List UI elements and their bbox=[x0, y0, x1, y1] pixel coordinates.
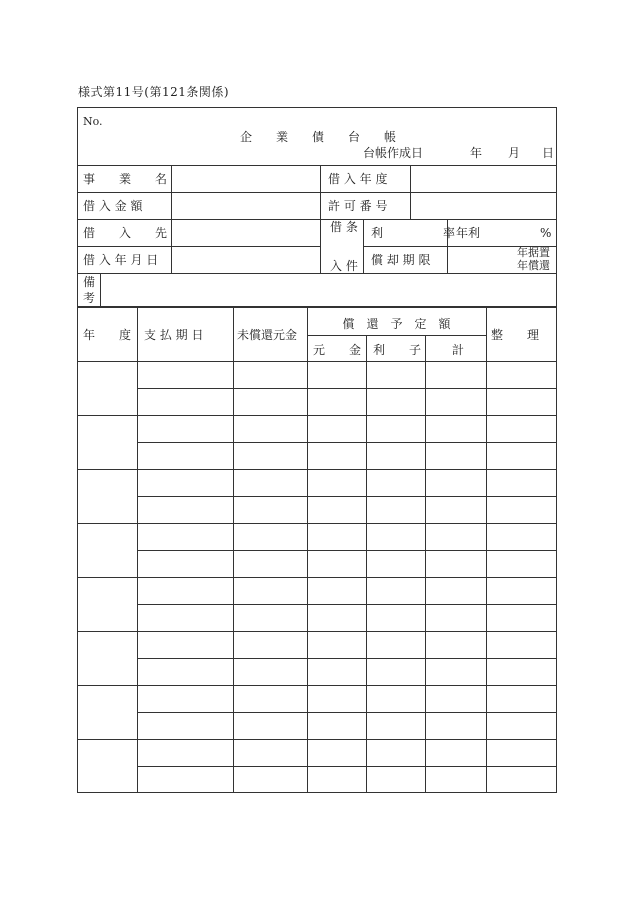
interest-column-header: 利 子 bbox=[373, 343, 422, 357]
created-day-label: 日 bbox=[542, 146, 555, 160]
remarks-label-2: 考 bbox=[83, 291, 96, 305]
unpaid-principal-column-header: 未償還元金 bbox=[237, 328, 298, 342]
grace-years-label: 年据置 bbox=[517, 246, 550, 259]
percent-sign: % bbox=[540, 226, 552, 240]
conditions-label-bottom: 入 件 bbox=[330, 259, 358, 273]
principal-column-header: 元 金 bbox=[313, 343, 362, 357]
remarks-label-1: 備 bbox=[83, 275, 96, 289]
number-label: No. bbox=[83, 115, 103, 128]
created-month-label: 月 bbox=[508, 146, 521, 160]
repayment-years-label: 年償還 bbox=[517, 259, 550, 272]
year-column-header: 年 度 bbox=[83, 328, 132, 342]
ledger-title: 企 業 債 台 帳 bbox=[239, 130, 396, 144]
interest-rate-label: 利 率 bbox=[371, 226, 456, 240]
annual-rate-label: 年利 bbox=[456, 226, 481, 240]
borrow-amount-label: 借 入 金 額 bbox=[83, 199, 143, 213]
amortization-period-label: 償 却 期 限 bbox=[371, 253, 431, 267]
borrow-year-label: 借 入 年 度 bbox=[328, 172, 388, 186]
created-year-label: 年 bbox=[470, 146, 483, 160]
planned-repayment-header: 償 還 予 定 額 bbox=[342, 317, 451, 331]
lender-label: 借 入 先 bbox=[83, 226, 168, 240]
business-name-label: 事 業 名 bbox=[83, 172, 168, 186]
settlement-column-header: 整 理 bbox=[491, 328, 540, 342]
total-column-header: 計 bbox=[452, 343, 465, 357]
bond-ledger-form bbox=[77, 107, 557, 793]
borrow-date-label: 借 入 年 月 日 bbox=[83, 253, 159, 267]
permit-number-label: 許 可 番 号 bbox=[328, 199, 388, 213]
conditions-label-top: 借 条 bbox=[330, 220, 358, 234]
form-caption: 様式第11号(第121条関係) bbox=[78, 85, 230, 99]
created-date-label: 台帳作成日 bbox=[363, 146, 424, 160]
payment-date-column-header: 支 払 期 日 bbox=[144, 328, 204, 342]
